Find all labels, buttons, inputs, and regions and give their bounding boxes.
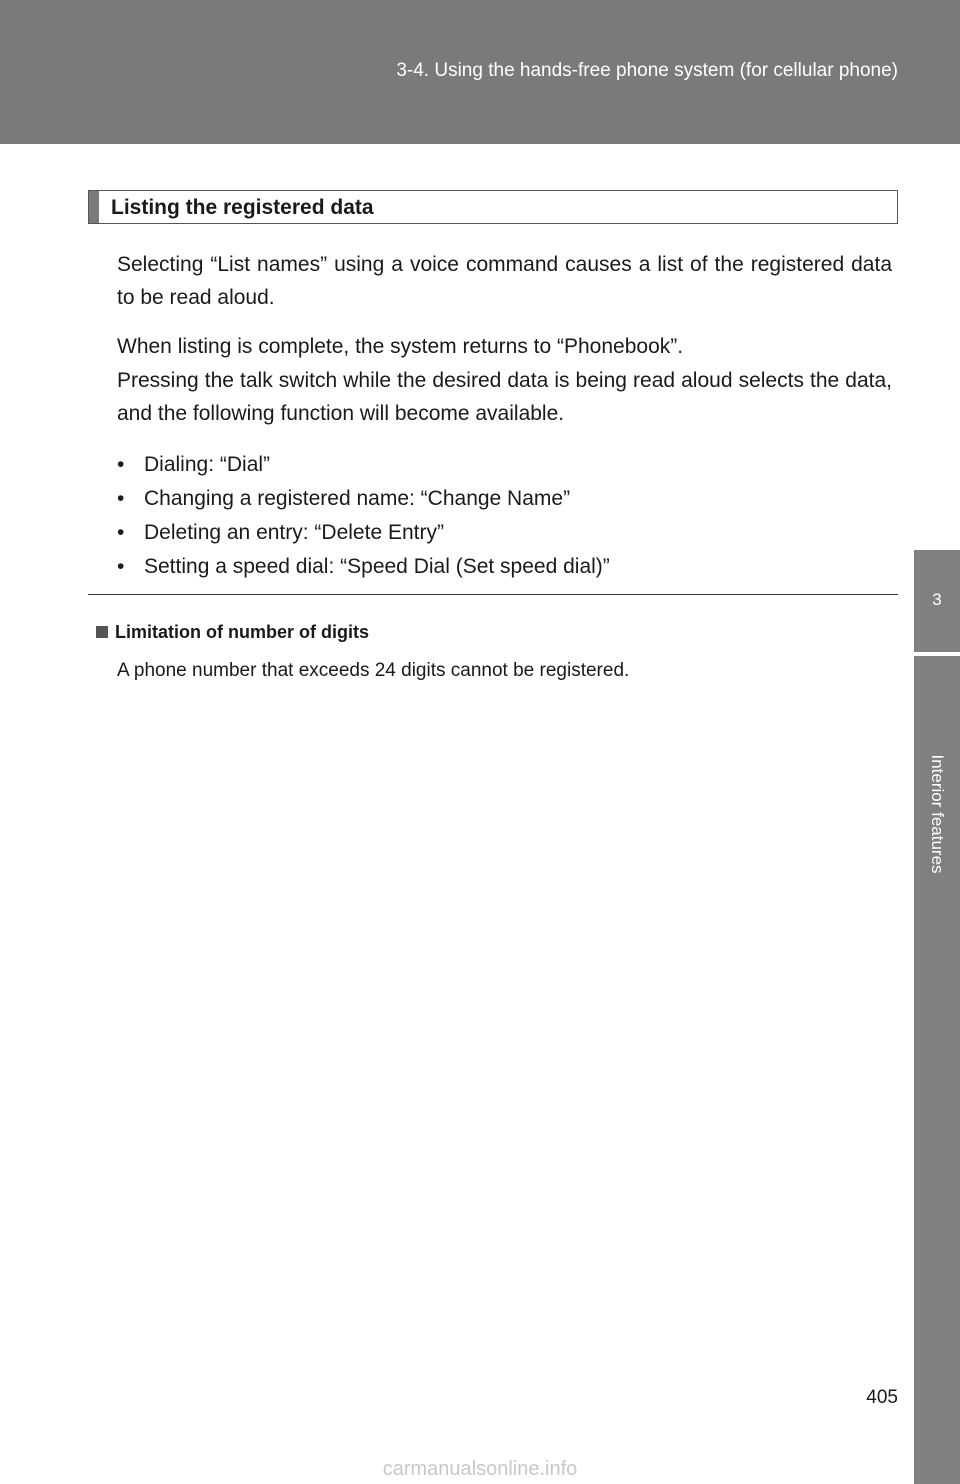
list-item-text: Dialing: “Dial”: [144, 453, 271, 476]
watermark: carmanualsonline.info: [382, 1458, 578, 1480]
note-text: A phone number that exceeds 24 digits cannot be registered.: [117, 660, 630, 681]
note-heading: [96, 622, 369, 643]
header-band: [0, 0, 960, 144]
paragraph-listing-complete: When listing is complete, the system returns to “Phonebook”.: [117, 335, 684, 358]
chapter-tab-label-box: [914, 656, 960, 1484]
bullet-dot: •: [117, 521, 125, 544]
function-list: [117, 448, 892, 584]
list-item: [117, 448, 892, 482]
section-heading-box: [88, 190, 898, 224]
running-header-title: 3-4. Using the hands-free phone system (for cellular phone): [396, 60, 898, 81]
chapter-tab-number-box: [914, 550, 960, 652]
list-item-text: Deleting an entry: “Delete Entry”: [144, 521, 444, 544]
section-heading: Listing the registered data: [111, 196, 374, 219]
list-item: [117, 550, 892, 584]
chapter-number: 3: [932, 590, 942, 609]
square-bullet-icon: [96, 626, 108, 638]
bullet-dot: •: [117, 487, 125, 510]
paragraph-talk-switch: Pressing the talk switch while the desired data is being read aloud selects the data, and the following function will become available.: [117, 369, 892, 425]
heading-marker: [89, 191, 99, 223]
list-item: [117, 482, 892, 516]
chapter-label: Interior features: [928, 754, 947, 874]
list-item: [117, 516, 892, 550]
bullet-dot: •: [117, 453, 125, 476]
section-divider: [88, 594, 898, 595]
note-heading-text: Limitation of number of digits: [115, 622, 369, 642]
page-number: 405: [866, 1387, 898, 1408]
list-item-text: Changing a registered name: “Change Name”: [144, 487, 571, 510]
bullet-dot: •: [117, 555, 125, 578]
list-item-text: Setting a speed dial: “Speed Dial (Set speed dial)”: [144, 555, 610, 578]
paragraph-list-names: Selecting “List names” using a voice command causes a list of the registered data to be read aloud.: [117, 253, 892, 309]
